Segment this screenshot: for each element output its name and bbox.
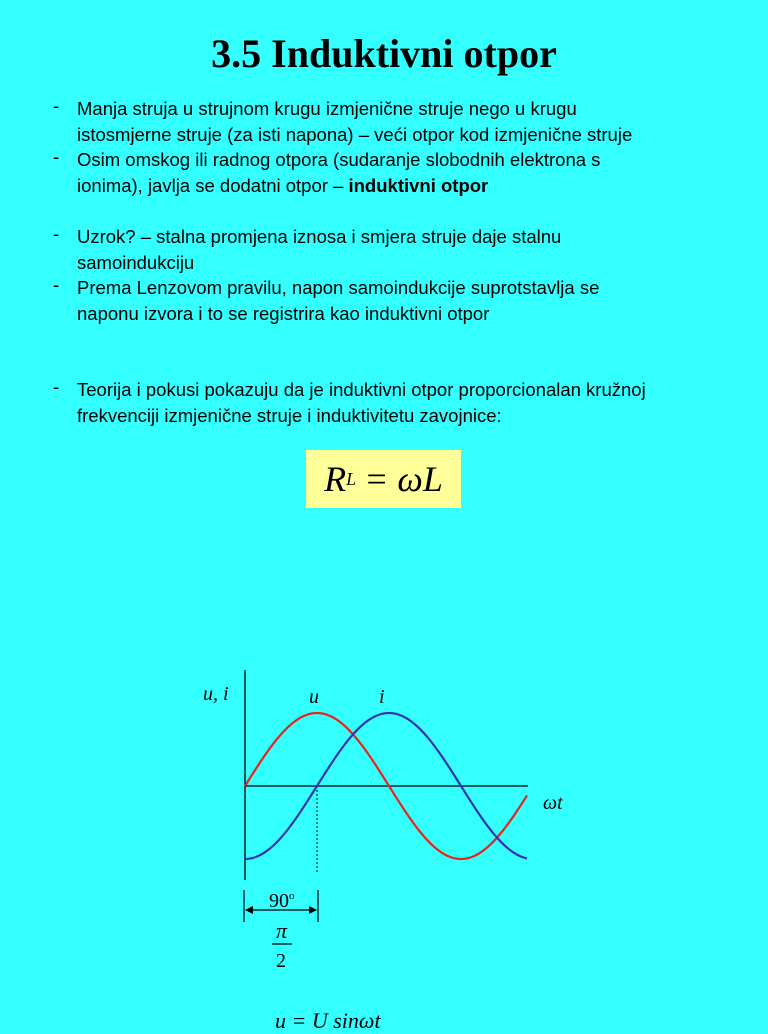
bullet-line: frekvenciji izmjenične struje i induktivitetu zavojnice:	[77, 405, 502, 426]
bullet-dash: -	[53, 146, 60, 167]
phase-degrees: 90$^o$	[269, 890, 295, 912]
formula-box	[306, 450, 461, 508]
bullet-line: samoindukciju	[77, 252, 195, 273]
bullet-line: Prema Lenzovom pravilu, napon samoindukcije suprotstavlja se	[77, 277, 600, 298]
bullet-item	[53, 377, 753, 429]
bullet-dash: -	[53, 223, 60, 244]
bullet-line: Uzrok? – stalna promjena iznosa i smjera struje daje stalnu	[77, 226, 562, 247]
formula-rhs: = ωL	[364, 459, 443, 499]
bullet-dash: -	[53, 274, 60, 295]
bullet-line-bold: induktivni otpor	[348, 175, 489, 196]
bullet-item	[53, 147, 753, 199]
phase-graph	[0, 640, 768, 980]
y-axis-label: u, i	[203, 683, 229, 705]
bullet-line: istosmjerne struje (za isti napona) – veći otpor kod izmjenične struje	[77, 124, 633, 145]
dimension-arrow-right	[309, 906, 317, 914]
voltage-equation: u = U sinωt	[275, 1008, 381, 1033]
phase-pi: π	[276, 918, 288, 943]
formula-lhs: R	[324, 459, 347, 499]
bullet-line: Manja struja u strujnom krugu izmjenične struje nego u krugu	[77, 98, 577, 119]
phase-two: 2	[276, 950, 286, 972]
bullet-item	[53, 96, 753, 148]
dimension-arrow-left	[245, 906, 253, 914]
formula-subscript: L	[346, 468, 357, 489]
page-title: 3.5 Induktivni otpor	[211, 31, 557, 76]
bullet-dash: -	[53, 376, 60, 397]
curve-i-label: i	[379, 686, 385, 708]
bullet-line: Teorija i pokusi pokazuju da je induktivni otpor proporcionalan kružnoj	[77, 379, 646, 400]
bullet-line-plain: ionima), javlja se dodatni otpor –	[77, 175, 349, 196]
bullet-item	[53, 275, 753, 327]
bullet-dash: -	[53, 95, 60, 116]
bullet-line: Osim omskog ili radnog otpora (sudaranje slobodnih elektrona s	[77, 149, 601, 170]
bullet-item	[53, 224, 753, 276]
x-axis-label: ωt	[543, 792, 563, 814]
bullet-line: naponu izvora i to se registrira kao induktivni otpor	[77, 303, 490, 324]
curve-u-label: u	[309, 686, 319, 708]
bullet-line	[77, 173, 753, 199]
